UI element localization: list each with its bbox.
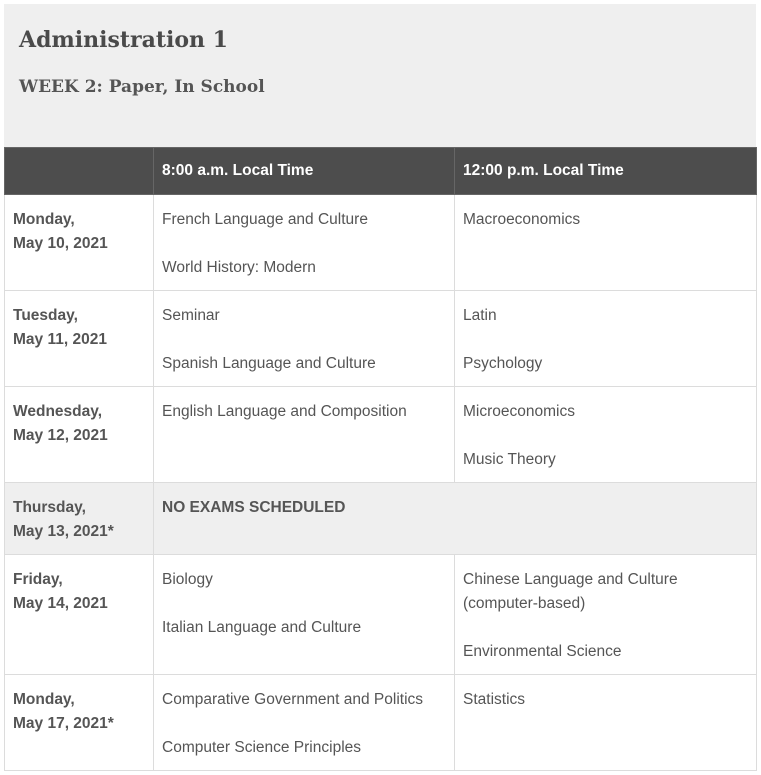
day-date: May 10, 2021 (13, 235, 108, 252)
day-cell (5, 195, 154, 291)
schedule-header (4, 4, 756, 147)
day-name: Friday, (13, 571, 63, 588)
day-cell (5, 387, 154, 483)
morning-cell (154, 555, 455, 675)
afternoon-cell (455, 291, 757, 387)
exam-item: Computer Science Principles (162, 739, 362, 756)
day-cell (5, 675, 154, 771)
day-cell (5, 291, 154, 387)
day-cell (5, 483, 154, 555)
column-header-afternoon: 12:00 p.m. Local Time (455, 148, 757, 195)
morning-cell (154, 195, 455, 291)
day-date: May 17, 2021* (13, 715, 114, 732)
day-date: May 12, 2021 (13, 427, 108, 444)
day-date: May 14, 2021 (13, 595, 108, 612)
exam-item: Italian Language and Culture (162, 619, 362, 636)
exam-item: French Language and Culture (162, 211, 368, 228)
table-row (5, 555, 757, 675)
exam-item: Chinese Language and Culture (computer-based) (463, 571, 678, 612)
day-name: Wednesday, (13, 403, 103, 420)
table-header-row (5, 148, 757, 195)
afternoon-cell (455, 675, 757, 771)
day-name: Monday, (13, 691, 75, 708)
exam-item: Comparative Government and Politics (162, 691, 424, 708)
page-title: Administration 1 (19, 27, 228, 53)
morning-cell (154, 291, 455, 387)
exam-item: Seminar (162, 307, 220, 324)
no-exams-cell: NO EXAMS SCHEDULED (154, 483, 757, 555)
morning-cell (154, 387, 455, 483)
table-row-no-exams (5, 483, 757, 555)
table-row (5, 195, 757, 291)
exam-schedule-table (4, 147, 757, 771)
afternoon-cell (455, 555, 757, 675)
exam-item: Environmental Science (463, 643, 622, 660)
exam-item: Macroeconomics (463, 211, 581, 228)
table-row (5, 387, 757, 483)
afternoon-cell (455, 195, 757, 291)
exam-item: Psychology (463, 355, 543, 372)
afternoon-cell (455, 387, 757, 483)
table-row (5, 675, 757, 771)
exam-item: Statistics (463, 691, 526, 708)
exam-item: English Language and Composition (162, 403, 407, 420)
day-cell (5, 555, 154, 675)
page-subtitle: WEEK 2: Paper, In School (19, 77, 265, 97)
exam-item: Spanish Language and Culture (162, 355, 376, 372)
day-name: Monday, (13, 211, 75, 228)
exam-item: Latin (463, 307, 497, 324)
schedule-panel (4, 4, 756, 771)
morning-cell (154, 675, 455, 771)
column-header-morning: 8:00 a.m. Local Time (154, 148, 455, 195)
day-name: Tuesday, (13, 307, 78, 324)
day-date: May 11, 2021 (13, 331, 107, 348)
exam-item: Microeconomics (463, 403, 575, 420)
exam-item: Biology (162, 571, 213, 588)
table-row (5, 291, 757, 387)
exam-item: World History: Modern (162, 259, 316, 276)
day-date: May 13, 2021* (13, 523, 114, 540)
exam-item: Music Theory (463, 451, 556, 468)
day-name: Thursday, (13, 499, 86, 516)
column-header-day (5, 148, 154, 195)
